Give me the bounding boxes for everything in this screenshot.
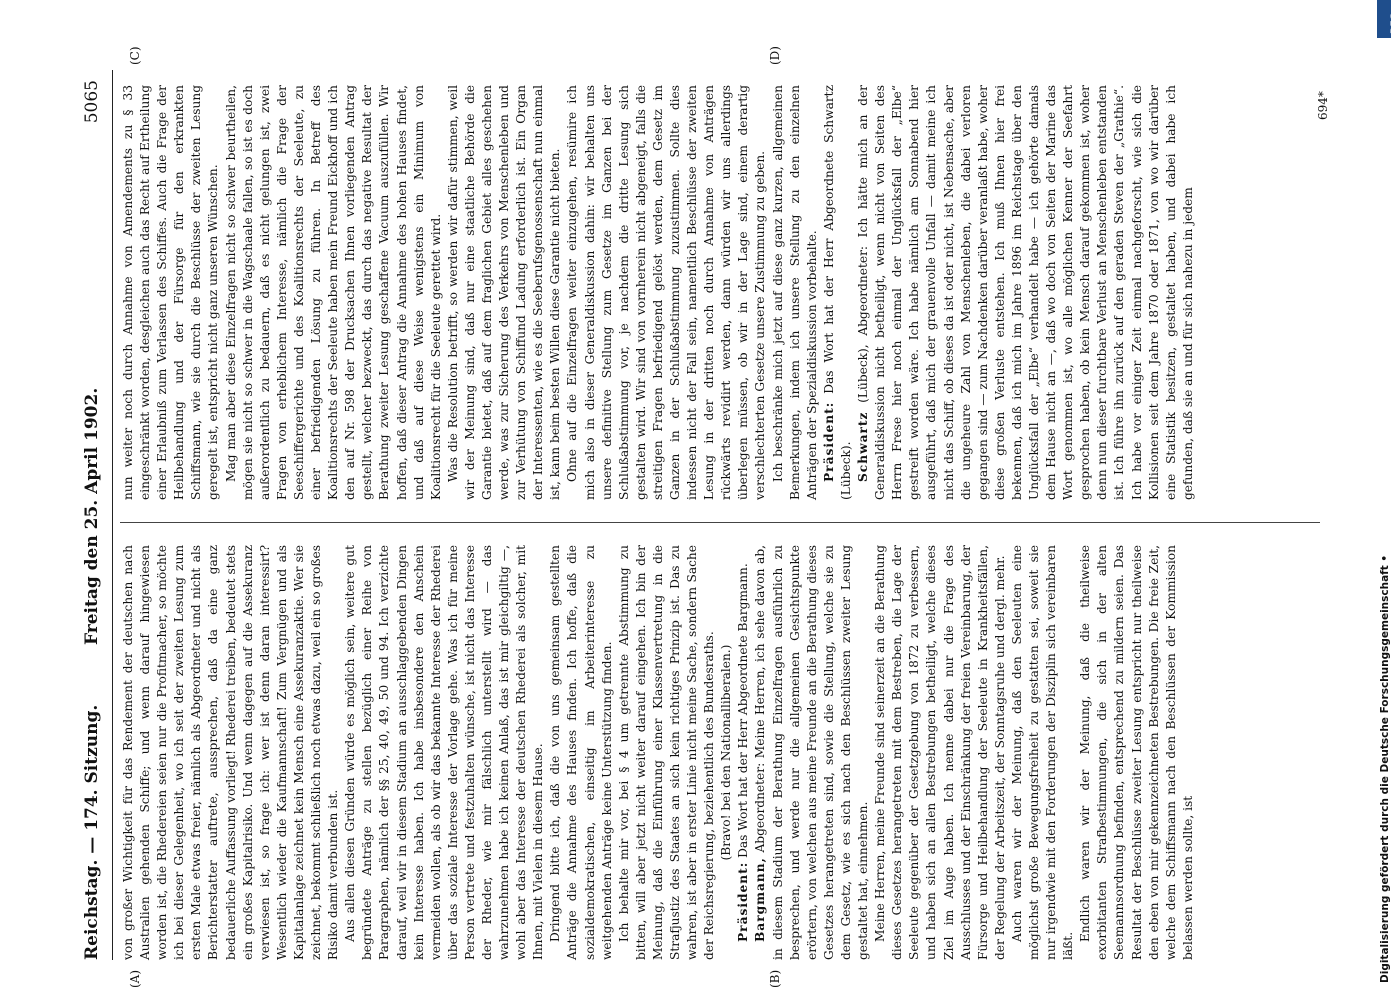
president-label: Präsident: [736, 861, 751, 942]
paragraph: Ohne auf die Einzelfragen weiter einzugehen, resümire ich mich also in dieser Generaldiskussion dahin: wir behalten uns unsere definitive Stellung zum Gesetze im Ganzen bei der Schlußabstimmung vor, je nachdem die dritte Lesung sich gestalten wird. Wir sind von vornherein nicht abgeneigt, falls die streitigen Fragen befriedigend gelöst werden, dem Gesetz im Ganzen in der Schlußabstimmung zuzustimmen. Sollte dies indessen nicht der Fall sein, namentlich Beschlüsse der zweiten Lesung in der dritten noch durch Annahme von Anträgen rückwärts revidirt werden, dann würden wir uns allerdings überlegen müssen, ob wir in der Lage sind, einem derartig verschlechterten Gesetze unsere Zustimmung zu geben. [565, 85, 768, 500]
margin-marker-d: (D) [768, 46, 782, 65]
margin-marker-b: (B) [768, 969, 782, 988]
margin-marker-a: (A) [128, 969, 142, 988]
paragraph: Ich behalte mir vor, bei § 4 um getrennte Abstimmung zu bitten, will aber jetzt nicht weiter darauf eingehen. Ich bin der Meinung, daß die Einführung einer Klassenvertretung in die Strafjustiz des Staates an sich kein richtiges Prinzip ist. Das zu wahren, ist aber in erster Linie nicht meine Sache, sondern Sache der Reichsregierung, beziehentlich des Bundesraths. [616, 545, 717, 960]
dfg-logo [1377, 0, 1400, 38]
president-text: Das Wort hat der Herr Abgeordnete Bargmann. [736, 563, 751, 858]
header-rule [112, 70, 113, 960]
speaker-name: Bargmann, [753, 857, 768, 942]
president-remark [821, 85, 855, 500]
paragraph: nun weiter noch durch Annahme von Amendements zu § 33 eingeschränkt worden, desgleichen auch das Recht auf Ertheilung einer Erlaubniß zum Verlassen des Schiffes. Auch die Frage der Heilbehandlung und der Fürsorge für den erkrankten Schiffsmann, wie sie durch die Beschlüsse der zweiten Lesung geregelt ist, entspricht nicht ganz unseren Wünschen. [121, 85, 221, 500]
column-divider [120, 522, 1320, 523]
paragraph: Auch waren wir der Meinung, daß den Seeleuten eine möglichst große Bewegungsfreiheit zu gestatten sei, soweit sie nur irgendwie mit den Forderungen der Disziplin sich vereinbaren läßt. [1009, 545, 1076, 960]
applause-note: (Bravo! bei den Nationalliberalen.) [719, 644, 734, 861]
paragraph: Abgeordneter: Meine Herren, ich sehe davon ab, in diesem Stadium der Berathung Einzelfragen ausführlich zu besprechen, und werde nur die allgemeinen Gesichtspunkte erörtern, von welchen aus meine Freunde an die Berathung dieses Gesetzes herangetreten sind, sowie die Stellung, welche sie zu dem Gesetz, wie es sich nach den Beschlüssen zweiter Lesung gestaltet hat, einnehmen. [753, 545, 871, 960]
speech-start [752, 545, 872, 960]
header-date: Freitag den 25. April 1902. [82, 387, 102, 645]
paragraph: Ich beschränke mich jetzt auf diese ganz kurzen, allgemeinen Bemerkungen, indem ich unsere Stellung zu den einzelnen Anträgen der Spezialdiskussion vorbehalte. [770, 85, 819, 500]
paragraph: Aus allen diesen Gründen würde es möglich sein, weitere gut begründete Anträge zu stellen bezüglich einer Reihe von Paragraphen, nämlich der §§ 25, 40, 49, 50 und 94. Ich verzichte darauf, weil wir in diesem Stadium an ausschlaggebenden Dingen kein Interesse haben. Ich habe insbesondere den Anschein vermeiden wollen, als ob wir das bekannte Interesse der Rhederei über das soziale Interesse der Vorlage gehe. Was ich für meine Person vertrete und festzuhalten wünsche, ist nicht das Interesse der Rheder, wie mir fälschlich unterstellt wird — das wahrzunehmen habe ich keinen Anlaß, das ist mir gleichgiltig —, wohl aber das Interesse der deutschen Rhederei als solcher, mit Ihnen, mit Vielen in diesem Hause. [343, 545, 546, 960]
rotated-content [68, 46, 1338, 988]
paragraph: Endlich waren wir der Meinung, daß die theilweise exorbitanten Strafbestimmungen, die sich in der alten Seemannsordnung befinden, entsprechend zu mildern seien. Das Resultat der Beschlüsse zweiter Lesung entspricht nur theilweise den eben von mir gekennzeichneten Bestrebungen. Die freie Zeit, welche dem Schiffsmann nach den Beschlüssen der Kommission belassen werden sollte, ist [1078, 545, 1195, 960]
digitization-credit: Digitalisierung gefördert durch die Deutsche Forschungsgemeinschaft • [1379, 554, 1391, 983]
header-left: Reichstag. — 174. Sitzung. [82, 704, 102, 960]
signature-mark: 694* [1316, 91, 1330, 120]
paragraph: Dringend bitte ich, daß die von uns gemeinsam gestellten Anträge die Annahme des Hauses finden. Ich hoffe, daß die sozialdemokratischen, einseitig im Arbeiterinteresse zu weitgehenden Anträge keine Unterstützung finden. [548, 545, 614, 960]
president-label: Präsident: [821, 401, 836, 482]
column-right [120, 85, 1330, 500]
column-left [120, 545, 1330, 960]
president-remark [735, 545, 752, 960]
president-text: Das Wort hat der Herr Abgeordnete Schwartz (Lübeck). [821, 84, 853, 500]
paragraph: von großer Wichtigkeit für das Rendement der deutschen nach Australien gehenden Schiffe; und wenn darauf hingewiesen worden ist, die Rhedereien seien nur die Profitmacher, so möchte ich bei dieser Gelegenheit, wo ich seit der zweiten Lesung zum ersten Male etwas freier, nämlich als Abgeordneter und nicht als Berichterstatter auftrete, aussprechen, daß da eine ganz bedauerliche Auffassung vorliegt! Rhederei treiben, bedeutet stets ein großes Kapitalrisiko. Und wenn dagegen auf die Assekuranz verwiesen ist, so frage ich: wer ist denn daran interessirt? Wesentlich wieder die Kaufmannschaft! Zum Vergnügen und als Kapitalanlage zeichnet kein Mensch eine Assekuranzaktie. Wer sie zeichnet, bekommt schließlich noch etwas dazu, weil ein so großes Risiko damit verbunden ist. [121, 545, 341, 960]
paragraph: Mag man aber diese Einzelfragen nicht so schwer beurtheilen, mögen sie nicht so schwer in die Wagschaale fallen, so ist es doch außerordentlich zu bedauern, daß es nicht gelungen ist, zwei Fragen von erheblichem Interesse, nämlich die Frage der Seeschiffergerichte und des Koalitionsrechts der Seeleute, zu einer befriedigenden Lösung zu führen. In Betreff des Koalitionsrechts der Seeleute haben mein Freund Eickhoff und ich den auf Nr. 598 der Drucksachen Ihnen vorliegenden Antrag gestellt, welcher bezweckt, das durch das negative Resultat der Berathung zweiter Lesung geschaffene Vacuum auszufüllen. Wir hoffen, daß dieser Antrag die Annahme des hohen Hauses findet, und daß auf diese Weise wenigstens ein Minimum von Koalitionsrecht für die Seeleute gerettet wird. [223, 85, 443, 500]
paragraph: Was die Resolution betrifft, so werden wir dafür stimmen, weil wir der Meinung sind, daß nur eine staatliche Behörde die Garantie bietet, daß auf dem fraglichen Gebiet alles geschehen werde, was zur Sicherung des Verkehrs von Menschenleben und zur Verhütung von Schiffund Ladung erforderlich ist. Ein Organ der Interessenten, wie es die Seeberufsgenossenschaft nun einmal ist, kann beim besten Willen diese Garantie nicht bieten. [445, 85, 563, 500]
dfg-logo-text: DFG [1390, 12, 1400, 34]
paragraph: (Lübeck), Abgeordneter: Ich hätte mich an der Generaldiskussion nicht betheiligt, wenn nicht von Seiten des Herrn Frese hier noch einmal der Unglücksfall der „Elbe“ gestreift worden wäre. Ich habe nämlich am Sonnabend hier ausgeführt, daß mich der grauenvolle Unfall — damit meine ich nicht das Schiff, ob dieses da ist oder nicht, ist Nebensache, aber die ungeheure Zahl von Menschenleben, die dabei verloren gegangen sind — zum Nachdenken darüber veranlaßt habe, woher diese großen Verluste entstehen. Ich muß Ihnen hier frei bekennen, daß ich mich im Jahre 1896 im Reichstage über den Unglücksfall der „Elbe“ verhandelt habe — ich gehörte damals dem Hause nicht an —, daß wo doch von Seiten der Marine das Wort genommen ist, wo alle möglichen Kenner der Seefahrt gesprochen haben, ob kein Mensch darauf gekommen ist, woher denn nun dieser furchtbare Verlust an Menschenleben entstanden ist. Ich führe ihn zurück auf den geraden Steven der „Grathie“. Ich habe vor einiger Zeit einmal nachgeforscht, wie sich die Kollisionen seit dem Jahre 1870 oder 1871, von wo wir darüber eine Statistik besitzen, gestaltet haben, und dabei habe ich gefunden, daß sie an und für sich nahezu in jedem [856, 84, 1195, 500]
speech-start [855, 85, 1197, 500]
paragraph: Meine Herren, meine Freunde sind seinerzeit an die Berathung dieses Gesetzes herangetreten mit dem Bestreben, die Lage der Seeleute gegenüber der Gesetzgebung von 1872 zu verbessern, und haben sich an allen Bestrebungen betheiligt, welche dieses Ziel im Auge haben. Ich nenne dabei nur die Frage des Ausschlusses und der Einschränkung der freien Vereinbarung, der Fürsorge und Heilbehandlung der Seeleute in Krankheitsfällen, der Regelung der Arbeitszeit, der Sonntagsruhe und dergl. mehr. [873, 545, 1007, 960]
margin-marker-c: (C) [128, 46, 142, 65]
page-number: 5065 [82, 80, 102, 124]
speaker-name: Schwartz [856, 411, 871, 482]
running-header [68, 70, 114, 960]
